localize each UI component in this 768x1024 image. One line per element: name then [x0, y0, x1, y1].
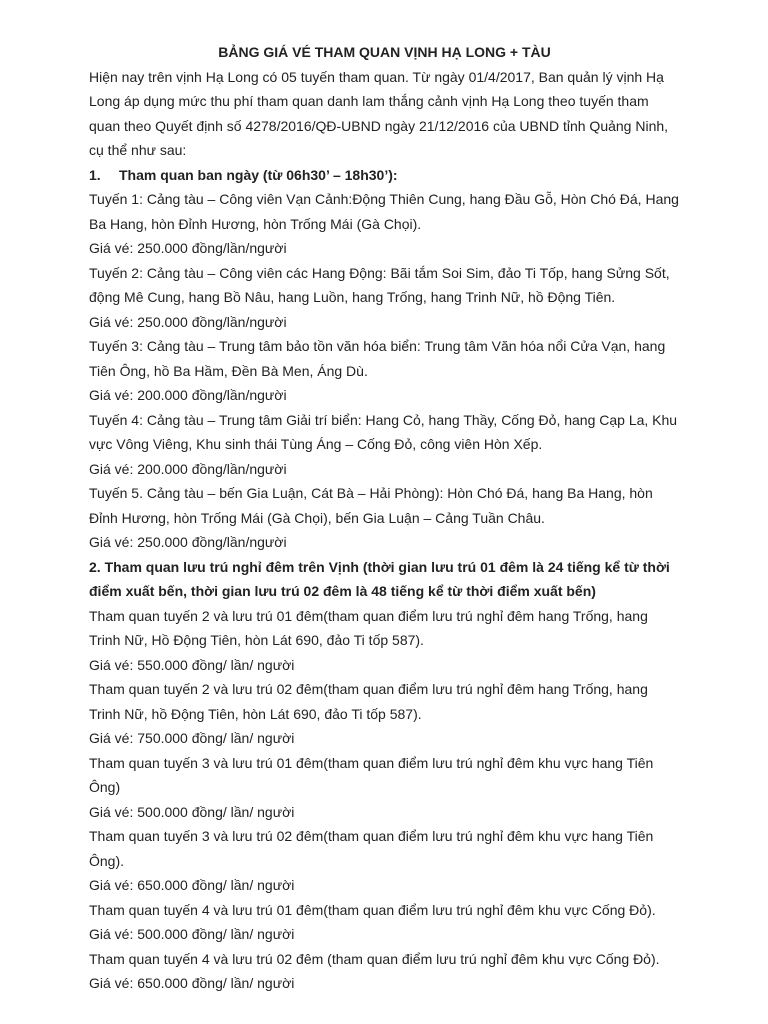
text-line: Giá vé: 250.000 đồng/lần/người — [89, 313, 287, 330]
text-line: Tuyến 4: Cảng tàu – Trung tâm Giải trí biển: Hang Cỏ, hang Thầy, Cống Đỏ, hang Cạp La, Khu vực Vông Viêng, Khu sinh thái Tùng Áng – Cống Đỏ, công viên Hòn Xếp. — [89, 411, 678, 452]
text-line: Giá vé: 200.000 đồng/lần/người — [89, 387, 287, 403]
text-line: Tham quan tuyến 4 và lưu trú 02 đêm (tham quan điểm lưu trú nghỉ đêm khu vực Cống Đỏ). — [89, 950, 660, 967]
document-title: BẢNG GIÁ VÉ THAM QUAN VỊNH HẠ LONG + TÀU — [218, 44, 551, 60]
text-line: Giá vé: 650.000 đồng/ lần/ người — [89, 975, 295, 991]
text-line: Tham quan tuyến 4 và lưu trú 01 đêm(tham quan điểm lưu trú nghỉ đêm khu vực Cống Đỏ). — [89, 901, 656, 918]
text-line: Tuyến 3: Cảng tàu – Trung tâm bảo tồn văn hóa biển: Trung tâm Văn hóa nổi Cửa Vạn, hang Tiên Ông, hồ Ba Hầm, Đền Bà Men, Áng Dù. — [89, 338, 666, 379]
text-line: Tuyến 5. Cảng tàu – bến Gia Luận, Cát Bà – Hải Phòng): Hòn Chó Đá, hang Ba Hang, hòn Đỉnh Hương, hòn Trống Mái (Gà Chọi), bến Gia Luận – Cảng Tuần Châu. — [89, 485, 653, 526]
text-line: Giá vé: 750.000 đồng/ lần/ người — [89, 730, 295, 746]
section-1-body — [89, 187, 680, 555]
text-line: Tham quan tuyến 3 và lưu trú 02 đêm(tham quan điểm lưu trú nghỉ đêm khu vực hang Tiên Ông). — [89, 828, 654, 869]
section-2-heading: 2. Tham quan lưu trú nghỉ đêm trên Vịnh (thời gian lưu trú 01 đêm là 24 tiếng kể từ thời điểm xuất bến, thời gian lưu trú 02 đêm là 48 tiếng kể từ thời điểm xuất bến) — [89, 558, 670, 599]
text-line: Giá vé: 200.000 đồng/lần/người — [89, 460, 287, 477]
text-line: Tham quan tuyến 3 và lưu trú 01 đêm(tham quan điểm lưu trú nghỉ đêm khu vực hang Tiên Ông) — [89, 754, 654, 795]
text-line: Giá vé: 500.000 đồng/ lần/ người — [89, 926, 295, 942]
text-line: Giá vé: 250.000 đồng/lần/người — [89, 240, 287, 256]
text-line: Tuyến 1: Cảng tàu – Công viên Vạn Cảnh:Động Thiên Cung, hang Đầu Gỗ, Hòn Chó Đá, Hang Ba Hang, hòn Đỉnh Hương, hòn Trống Mái (Gà Chọi). — [89, 191, 679, 232]
text-line: Giá vé: 500.000 đồng/ lần/ người — [89, 803, 295, 820]
text-line: Tuyến 2: Cảng tàu – Công viên các Hang Động: Bãi tắm Soi Sim, đảo Ti Tốp, hang Sửng Sốt, động Mê Cung, hang Bồ Nâu, hang Luồn, hang Trống, hang Trinh Nữ, hồ Động Tiên. — [89, 264, 670, 305]
section-1-title: Tham quan ban ngày (từ 06h30’ – 18h30’): — [119, 166, 398, 183]
text-line: Giá vé: 550.000 đồng/ lần/ người — [89, 656, 295, 673]
text-line: Giá vé: 250.000 đồng/lần/người — [89, 534, 287, 550]
text-line: Tham quan tuyến 2 và lưu trú 02 đêm(tham quan điểm lưu trú nghỉ đêm hang Trống, hang Trinh Nữ, hồ Động Tiên, hòn Lát 690, đảo Ti tốp 587). — [89, 681, 648, 722]
section-1-number: 1. — [89, 166, 101, 183]
section-2-body — [89, 604, 680, 996]
text-line: Tham quan tuyến 2 và lưu trú 01 đêm(tham quan điểm lưu trú nghỉ đêm hang Trống, hang Trinh Nữ, Hồ Động Tiên, hòn Lát 690, đảo Ti tốp 587). — [89, 607, 648, 648]
section-1-heading — [89, 163, 680, 188]
text-line: Giá vé: 650.000 đồng/ lần/ người — [89, 877, 295, 893]
intro-paragraph: Hiện nay trên vịnh Hạ Long có 05 tuyến tham quan. Từ ngày 01/4/2017, Ban quản lý vịnh Hạ Long áp dụng mức thu phí tham quan danh lam thắng cảnh vịnh Hạ Long theo tuyến tham quan theo Quyết định số 4278/2016/QĐ-UBND ngày 21/12/2016 của UBND tỉnh Quảng Ninh, cụ thể như sau: — [89, 68, 669, 158]
